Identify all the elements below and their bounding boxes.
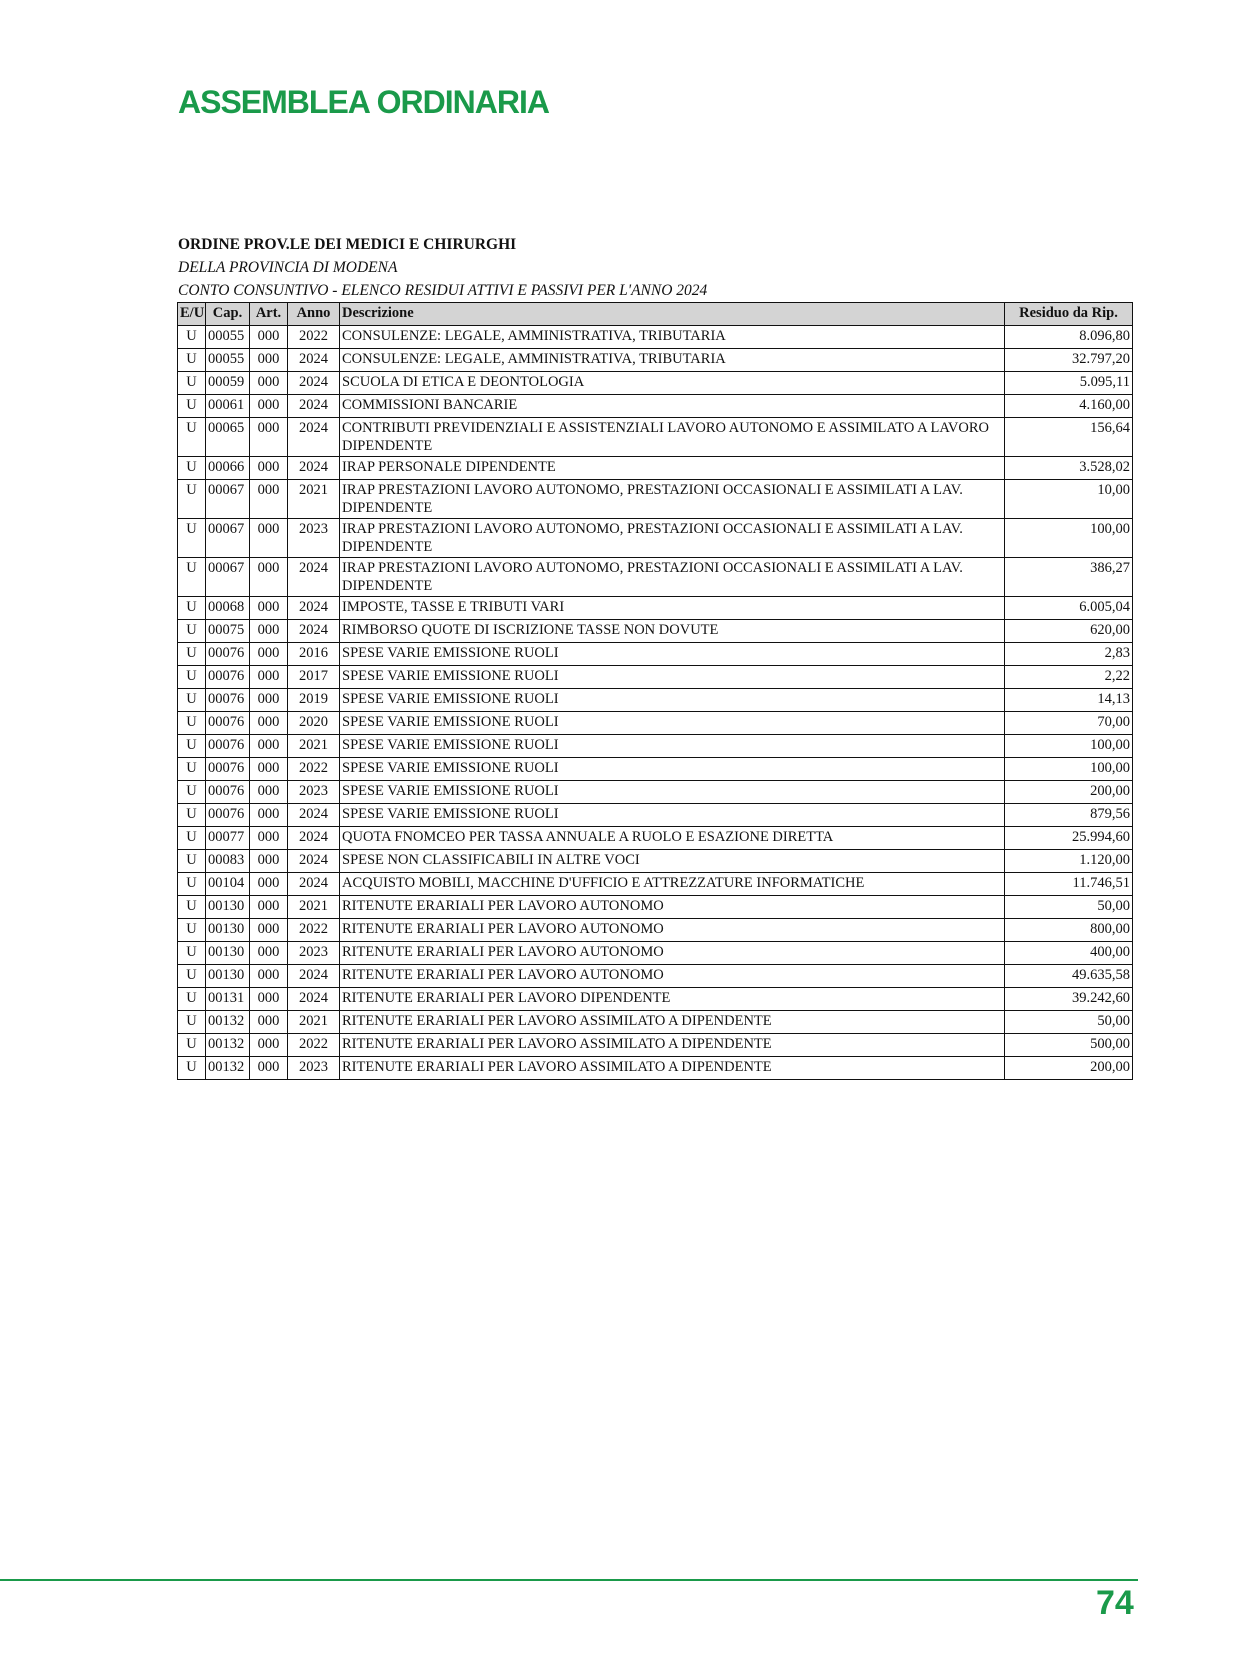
- cell-descrizione: SPESE NON CLASSIFICABILI IN ALTRE VOCI: [340, 850, 1005, 873]
- cell-cap: 00076: [206, 643, 250, 666]
- cell-descrizione: SPESE VARIE EMISSIONE RUOLI: [340, 712, 1005, 735]
- cell-residuo: 1.120,00: [1005, 850, 1133, 873]
- cell-residuo: 32.797,20: [1005, 349, 1133, 372]
- cell-residuo: 10,00: [1005, 480, 1133, 519]
- cell-cap: 00104: [206, 873, 250, 896]
- cell-residuo: 5.095,11: [1005, 372, 1133, 395]
- cell-residuo: 70,00: [1005, 712, 1133, 735]
- cell-anno: 2023: [288, 1057, 340, 1080]
- table-row: [178, 597, 1133, 620]
- table-row: [178, 1034, 1133, 1057]
- cell-residuo: 200,00: [1005, 1057, 1133, 1080]
- table-row: [178, 666, 1133, 689]
- cell-anno: 2022: [288, 919, 340, 942]
- cell-eu: U: [178, 418, 206, 457]
- cell-eu: U: [178, 480, 206, 519]
- cell-residuo: 100,00: [1005, 519, 1133, 558]
- cell-descrizione: RITENUTE ERARIALI PER LAVORO ASSIMILATO A DIPENDENTE: [340, 1011, 1005, 1034]
- cell-eu: U: [178, 349, 206, 372]
- cell-residuo: 25.994,60: [1005, 827, 1133, 850]
- cell-residuo: 620,00: [1005, 620, 1133, 643]
- cell-residuo: 50,00: [1005, 896, 1133, 919]
- cell-eu: U: [178, 689, 206, 712]
- table-row: [178, 919, 1133, 942]
- cell-cap: 00068: [206, 597, 250, 620]
- cell-cap: 00132: [206, 1057, 250, 1080]
- cell-descrizione: IRAP PRESTAZIONI LAVORO AUTONOMO, PRESTAZIONI OCCASIONALI E ASSIMILATI A LAV. DIPENDENTE: [340, 519, 1005, 558]
- cell-eu: U: [178, 896, 206, 919]
- document-header: [178, 233, 707, 302]
- cell-art: 000: [250, 349, 288, 372]
- cell-eu: U: [178, 643, 206, 666]
- cell-art: 000: [250, 1011, 288, 1034]
- cell-art: 000: [250, 873, 288, 896]
- cell-cap: 00055: [206, 326, 250, 349]
- cell-cap: 00065: [206, 418, 250, 457]
- cell-eu: U: [178, 519, 206, 558]
- cell-eu: U: [178, 457, 206, 480]
- cell-anno: 2016: [288, 643, 340, 666]
- cell-art: 000: [250, 758, 288, 781]
- cell-cap: 00055: [206, 349, 250, 372]
- cell-descrizione: SPESE VARIE EMISSIONE RUOLI: [340, 735, 1005, 758]
- table-body: [178, 326, 1133, 1080]
- table-row: [178, 418, 1133, 457]
- table-row: [178, 689, 1133, 712]
- cell-descrizione: IRAP PRESTAZIONI LAVORO AUTONOMO, PRESTAZIONI OCCASIONALI E ASSIMILATI A LAV. DIPENDENTE: [340, 480, 1005, 519]
- cell-residuo: 386,27: [1005, 558, 1133, 597]
- cell-anno: 2024: [288, 418, 340, 457]
- cell-eu: U: [178, 965, 206, 988]
- cell-cap: 00075: [206, 620, 250, 643]
- cell-descrizione: CONSULENZE: LEGALE, AMMINISTRATIVA, TRIBUTARIA: [340, 326, 1005, 349]
- cell-art: 000: [250, 326, 288, 349]
- cell-cap: 00130: [206, 942, 250, 965]
- cell-art: 000: [250, 643, 288, 666]
- table-header-row: [178, 303, 1133, 326]
- cell-cap: 00130: [206, 965, 250, 988]
- cell-cap: 00076: [206, 781, 250, 804]
- cell-anno: 2024: [288, 349, 340, 372]
- table-row: [178, 827, 1133, 850]
- cell-eu: U: [178, 758, 206, 781]
- cell-residuo: 8.096,80: [1005, 326, 1133, 349]
- cell-descrizione: RITENUTE ERARIALI PER LAVORO AUTONOMO: [340, 965, 1005, 988]
- cell-residuo: 14,13: [1005, 689, 1133, 712]
- cell-cap: 00083: [206, 850, 250, 873]
- cell-residuo: 800,00: [1005, 919, 1133, 942]
- cell-descrizione: SPESE VARIE EMISSIONE RUOLI: [340, 666, 1005, 689]
- cell-cap: 00067: [206, 480, 250, 519]
- report-title: CONTO CONSUNTIVO - ELENCO RESIDUI ATTIVI E PASSIVI PER L'ANNO 2024: [178, 282, 708, 299]
- cell-residuo: 400,00: [1005, 942, 1133, 965]
- cell-cap: 00066: [206, 457, 250, 480]
- cell-art: 000: [250, 827, 288, 850]
- table-row: [178, 735, 1133, 758]
- cell-residuo: 39.242,60: [1005, 988, 1133, 1011]
- cell-eu: U: [178, 666, 206, 689]
- cell-descrizione: IRAP PRESTAZIONI LAVORO AUTONOMO, PRESTAZIONI OCCASIONALI E ASSIMILATI A LAV. DIPENDENTE: [340, 558, 1005, 597]
- cell-art: 000: [250, 519, 288, 558]
- cell-art: 000: [250, 1057, 288, 1080]
- cell-art: 000: [250, 781, 288, 804]
- cell-anno: 2024: [288, 804, 340, 827]
- page-title: ASSEMBLEA ORDINARIA: [178, 84, 549, 120]
- cell-descrizione: QUOTA FNOMCEO PER TASSA ANNUALE A RUOLO E ESAZIONE DIRETTA: [340, 827, 1005, 850]
- cell-descrizione: SPESE VARIE EMISSIONE RUOLI: [340, 804, 1005, 827]
- cell-eu: U: [178, 804, 206, 827]
- cell-art: 000: [250, 620, 288, 643]
- table-row: [178, 1057, 1133, 1080]
- cell-cap: 00067: [206, 519, 250, 558]
- cell-descrizione: IRAP PERSONALE DIPENDENTE: [340, 457, 1005, 480]
- cell-residuo: 200,00: [1005, 781, 1133, 804]
- cell-descrizione: RITENUTE ERARIALI PER LAVORO AUTONOMO: [340, 942, 1005, 965]
- cell-art: 000: [250, 597, 288, 620]
- cell-anno: 2017: [288, 666, 340, 689]
- org-subtitle: DELLA PROVINCIA DI MODENA: [178, 259, 398, 276]
- header-descrizione: Descrizione: [340, 303, 1005, 326]
- cell-residuo: 100,00: [1005, 735, 1133, 758]
- cell-art: 000: [250, 558, 288, 597]
- cell-anno: 2024: [288, 597, 340, 620]
- cell-residuo: 49.635,58: [1005, 965, 1133, 988]
- cell-art: 000: [250, 988, 288, 1011]
- cell-cap: 00076: [206, 735, 250, 758]
- cell-descrizione: RITENUTE ERARIALI PER LAVORO AUTONOMO: [340, 919, 1005, 942]
- cell-residuo: 11.746,51: [1005, 873, 1133, 896]
- table-row: [178, 804, 1133, 827]
- cell-descrizione: COMMISSIONI BANCARIE: [340, 395, 1005, 418]
- residui-table: [177, 302, 1133, 1080]
- cell-descrizione: RITENUTE ERARIALI PER LAVORO DIPENDENTE: [340, 988, 1005, 1011]
- cell-residuo: 156,64: [1005, 418, 1133, 457]
- cell-anno: 2022: [288, 326, 340, 349]
- table-row: [178, 457, 1133, 480]
- cell-descrizione: CONSULENZE: LEGALE, AMMINISTRATIVA, TRIBUTARIA: [340, 349, 1005, 372]
- header-cap: Cap.: [206, 303, 250, 326]
- cell-art: 000: [250, 1034, 288, 1057]
- table-row: [178, 395, 1133, 418]
- table-row: [178, 1011, 1133, 1034]
- cell-descrizione: RITENUTE ERARIALI PER LAVORO ASSIMILATO A DIPENDENTE: [340, 1057, 1005, 1080]
- table-row: [178, 372, 1133, 395]
- cell-anno: 2024: [288, 827, 340, 850]
- table-row: [178, 781, 1133, 804]
- cell-anno: 2019: [288, 689, 340, 712]
- cell-anno: 2024: [288, 988, 340, 1011]
- cell-eu: U: [178, 558, 206, 597]
- table-row: [178, 965, 1133, 988]
- cell-art: 000: [250, 372, 288, 395]
- cell-art: 000: [250, 712, 288, 735]
- cell-eu: U: [178, 781, 206, 804]
- cell-descrizione: SPESE VARIE EMISSIONE RUOLI: [340, 689, 1005, 712]
- cell-cap: 00132: [206, 1034, 250, 1057]
- cell-eu: U: [178, 942, 206, 965]
- cell-anno: 2024: [288, 457, 340, 480]
- table-row: [178, 558, 1133, 597]
- cell-eu: U: [178, 326, 206, 349]
- cell-cap: 00130: [206, 919, 250, 942]
- cell-cap: 00130: [206, 896, 250, 919]
- table-row: [178, 758, 1133, 781]
- table-row: [178, 519, 1133, 558]
- cell-cap: 00059: [206, 372, 250, 395]
- cell-art: 000: [250, 480, 288, 519]
- cell-anno: 2023: [288, 781, 340, 804]
- header-residuo: Residuo da Rip.: [1005, 303, 1133, 326]
- cell-anno: 2024: [288, 620, 340, 643]
- cell-anno: 2021: [288, 735, 340, 758]
- cell-anno: 2021: [288, 896, 340, 919]
- header-anno: Anno: [288, 303, 340, 326]
- cell-eu: U: [178, 1057, 206, 1080]
- cell-eu: U: [178, 372, 206, 395]
- table-row: [178, 349, 1133, 372]
- cell-residuo: 50,00: [1005, 1011, 1133, 1034]
- table-row: [178, 850, 1133, 873]
- cell-anno: 2021: [288, 1011, 340, 1034]
- footer-divider: [0, 1579, 1138, 1581]
- cell-descrizione: ACQUISTO MOBILI, MACCHINE D'UFFICIO E ATTREZZATURE INFORMATICHE: [340, 873, 1005, 896]
- cell-cap: 00076: [206, 804, 250, 827]
- cell-descrizione: RITENUTE ERARIALI PER LAVORO AUTONOMO: [340, 896, 1005, 919]
- cell-residuo: 879,56: [1005, 804, 1133, 827]
- header-eu: E/U: [178, 303, 206, 326]
- cell-residuo: 2,83: [1005, 643, 1133, 666]
- cell-residuo: 6.005,04: [1005, 597, 1133, 620]
- cell-eu: U: [178, 850, 206, 873]
- cell-eu: U: [178, 597, 206, 620]
- cell-residuo: 500,00: [1005, 1034, 1133, 1057]
- cell-art: 000: [250, 689, 288, 712]
- cell-anno: 2022: [288, 1034, 340, 1057]
- org-name: ORDINE PROV.LE DEI MEDICI E CHIRURGHI: [178, 236, 517, 253]
- cell-anno: 2023: [288, 519, 340, 558]
- table-row: [178, 712, 1133, 735]
- cell-art: 000: [250, 850, 288, 873]
- cell-art: 000: [250, 735, 288, 758]
- cell-anno: 2024: [288, 372, 340, 395]
- cell-descrizione: CONTRIBUTI PREVIDENZIALI E ASSISTENZIALI LAVORO AUTONOMO E ASSIMILATO A LAVORO DIPENDENTE: [340, 418, 1005, 457]
- cell-art: 000: [250, 942, 288, 965]
- cell-cap: 00076: [206, 758, 250, 781]
- table-row: [178, 480, 1133, 519]
- cell-art: 000: [250, 804, 288, 827]
- cell-art: 000: [250, 395, 288, 418]
- cell-anno: 2020: [288, 712, 340, 735]
- cell-cap: 00131: [206, 988, 250, 1011]
- table-row: [178, 942, 1133, 965]
- cell-residuo: 100,00: [1005, 758, 1133, 781]
- cell-eu: U: [178, 988, 206, 1011]
- cell-cap: 00061: [206, 395, 250, 418]
- cell-anno: 2024: [288, 850, 340, 873]
- cell-residuo: 4.160,00: [1005, 395, 1133, 418]
- cell-descrizione: RIMBORSO QUOTE DI ISCRIZIONE TASSE NON DOVUTE: [340, 620, 1005, 643]
- table-row: [178, 326, 1133, 349]
- cell-descrizione: SPESE VARIE EMISSIONE RUOLI: [340, 758, 1005, 781]
- cell-anno: 2022: [288, 758, 340, 781]
- cell-anno: 2024: [288, 558, 340, 597]
- cell-eu: U: [178, 712, 206, 735]
- header-art: Art.: [250, 303, 288, 326]
- cell-cap: 00076: [206, 712, 250, 735]
- table-row: [178, 988, 1133, 1011]
- cell-cap: 00077: [206, 827, 250, 850]
- cell-eu: U: [178, 735, 206, 758]
- cell-residuo: 2,22: [1005, 666, 1133, 689]
- cell-descrizione: SPESE VARIE EMISSIONE RUOLI: [340, 781, 1005, 804]
- cell-cap: 00132: [206, 1011, 250, 1034]
- table-row: [178, 873, 1133, 896]
- cell-eu: U: [178, 873, 206, 896]
- cell-eu: U: [178, 919, 206, 942]
- cell-art: 000: [250, 666, 288, 689]
- cell-art: 000: [250, 896, 288, 919]
- cell-eu: U: [178, 620, 206, 643]
- page-number: 74: [1096, 1584, 1134, 1622]
- cell-anno: 2024: [288, 873, 340, 896]
- cell-descrizione: SCUOLA DI ETICA E DEONTOLOGIA: [340, 372, 1005, 395]
- cell-cap: 00076: [206, 689, 250, 712]
- cell-eu: U: [178, 827, 206, 850]
- cell-eu: U: [178, 1034, 206, 1057]
- cell-anno: 2023: [288, 942, 340, 965]
- cell-anno: 2021: [288, 480, 340, 519]
- cell-descrizione: SPESE VARIE EMISSIONE RUOLI: [340, 643, 1005, 666]
- table-row: [178, 643, 1133, 666]
- cell-eu: U: [178, 1011, 206, 1034]
- cell-cap: 00067: [206, 558, 250, 597]
- cell-art: 000: [250, 457, 288, 480]
- cell-art: 000: [250, 919, 288, 942]
- cell-residuo: 3.528,02: [1005, 457, 1133, 480]
- cell-descrizione: IMPOSTE, TASSE E TRIBUTI VARI: [340, 597, 1005, 620]
- table-row: [178, 620, 1133, 643]
- cell-art: 000: [250, 965, 288, 988]
- table-row: [178, 896, 1133, 919]
- cell-eu: U: [178, 395, 206, 418]
- cell-anno: 2024: [288, 965, 340, 988]
- cell-anno: 2024: [288, 395, 340, 418]
- cell-cap: 00076: [206, 666, 250, 689]
- cell-art: 000: [250, 418, 288, 457]
- cell-descrizione: RITENUTE ERARIALI PER LAVORO ASSIMILATO A DIPENDENTE: [340, 1034, 1005, 1057]
